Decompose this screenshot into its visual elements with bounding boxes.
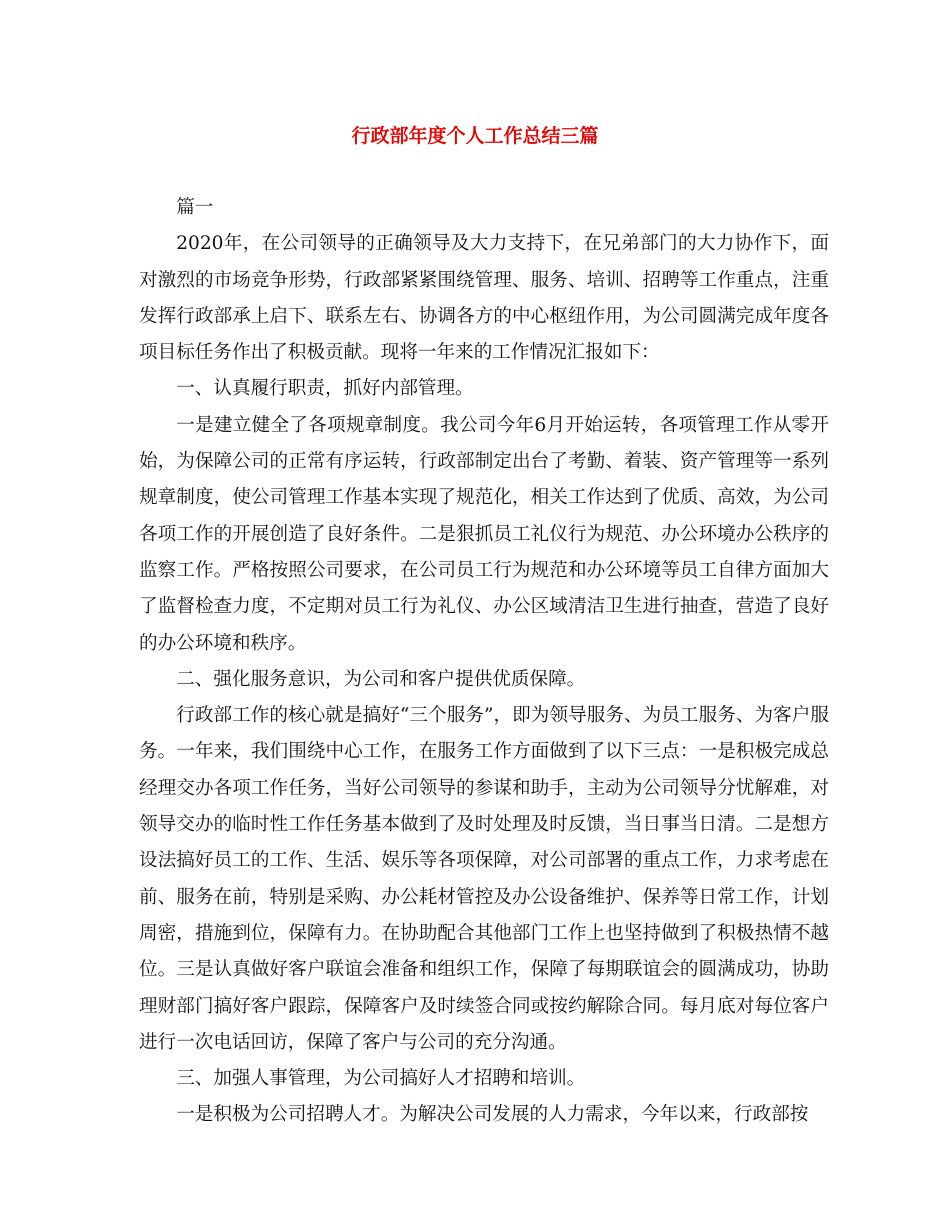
document-title: 行政部年度个人工作总结三篇 (351, 125, 599, 147)
intro-paragraph: 2020年，在公司领导的正确领导及大力支持下，在兄弟部门的大力协作下，面对激烈的市场竞争形势，行政部紧紧围绕管理、服务、培训、招聘等工作重点，注重发挥行政部承上启下、联系左右、协调各方的中心枢纽作用，为公司圆满完成年度各项目标任务作出了积极贡献。现将一年来的工作情况汇报如下： (139, 233, 829, 364)
section-label: 篇一 (176, 197, 214, 218)
section-heading-3: 三、加强人事管理，为公司搞好人才招聘和培训。 (176, 1068, 586, 1090)
section-heading-1: 一、认真履行职责，抓好内部管理。 (176, 378, 474, 400)
section-heading-2: 二、强化服务意识，为公司和客户提供优质保障。 (176, 668, 586, 690)
section-body-3: 一是积极为公司招聘人才。为解决公司发展的人力需求，今年以来，行政部按 (176, 1104, 809, 1126)
document-body (139, 190, 829, 1134)
section-body-1: 一是建立健全了各项规章制度。我公司今年6月开始运转，各项管理工作从零开始，为保障公司的正常有序运转，行政部制定出台了考勤、着装、资产管理等一系列规章制度，使公司管理工作基本实现了规范化，相关工作达到了优质、高效，为公司各项工作的开展创造了良好条件。二是狠抓员工礼仪行为规范、办公环境办公秩序的监察工作。严格按照公司要求，在公司员工行为规范和办公环境等员工自律方面加大了监督检查力度，不定期对员工行为礼仪、办公区域清洁卫生进行抽查，营造了良好的办公环境和秩序。 (139, 414, 829, 654)
section-body-2: 行政部工作的核心就是搞好“三个服务”，即为领导服务、为员工服务、为客户服务。一年来，我们围绕中心工作，在服务工作方面做到了以下三点：一是积极完成总经理交办各项工作任务，当好公司领导的参谋和助手，主动为公司领导分忧解难，对领导交办的临时性工作任务基本做到了及时处理及时反馈，当日事当日清。二是想方设法搞好员工的工作、生活、娱乐等各项保障，对公司部署的重点工作，力求考虑在前、服务在前，特别是采购、办公耗材管控及办公设备维护、保养等日常工作，计划周密，措施到位，保障有力。在协助配合其他部门工作上也坚持做到了积极热情不越位。三是认真做好客户联谊会准备和组织工作，保障了每期联谊会的圆满成功，协助理财部门搞好客户跟踪，保障客户及时续签合同或按约解除合同。每月底对每位客户进行一次电话回访，保障了客户与公司的充分沟通。 (139, 705, 829, 1053)
